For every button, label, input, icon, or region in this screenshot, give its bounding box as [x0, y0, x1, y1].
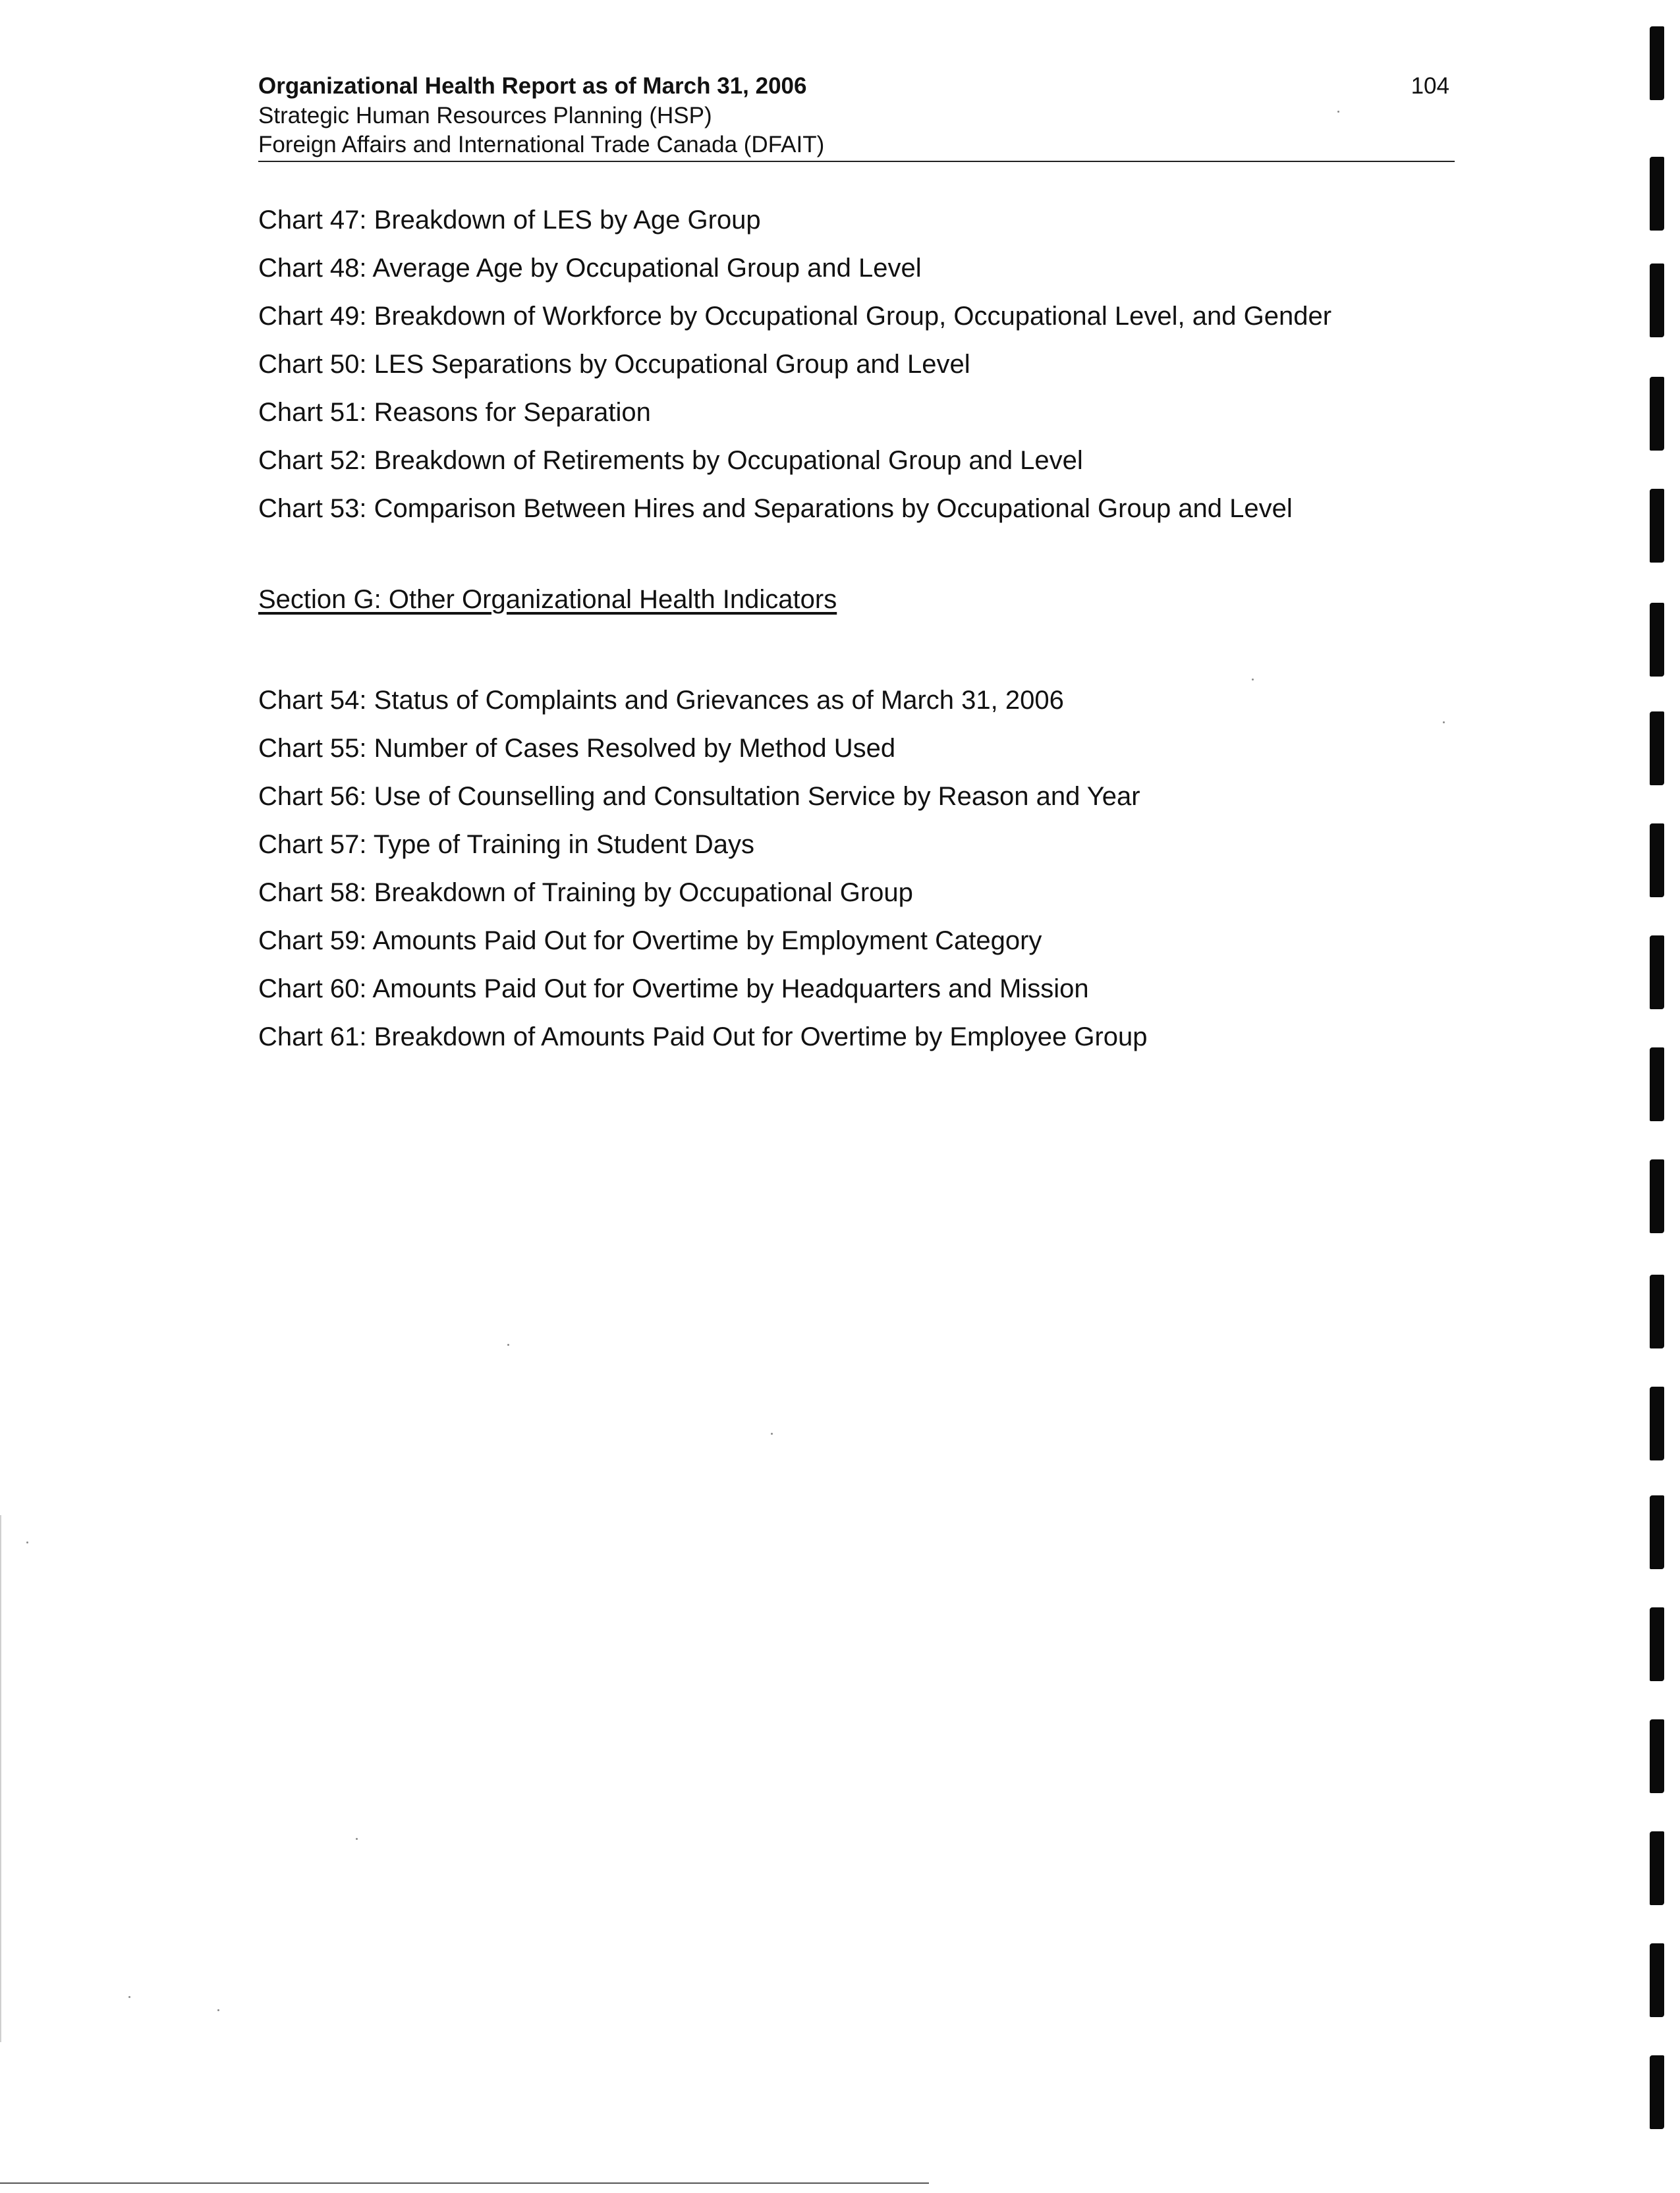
chart-list-item: Chart 59: Amounts Paid Out for Overtime by Employment Category: [258, 926, 1042, 955]
binding-mark: [1650, 1831, 1664, 1905]
binding-mark: [1650, 711, 1664, 785]
scan-speck: [128, 1996, 130, 1998]
chart-list-item: Chart 54: Status of Complaints and Grievances as of March 31, 2006: [258, 686, 1064, 715]
binding-mark: [1650, 489, 1664, 563]
binding-mark: [1650, 1047, 1664, 1121]
scan-speck: [356, 1838, 358, 1840]
binding-mark: [1650, 1943, 1664, 2017]
binding-mark: [1650, 1159, 1664, 1233]
scan-speck: [26, 1541, 28, 1543]
binding-mark: [1650, 157, 1664, 231]
page-header: [258, 71, 1455, 163]
binding-mark: [1650, 264, 1664, 337]
binding-mark: [1650, 1719, 1664, 1793]
chart-list-item: Chart 51: Reasons for Separation: [258, 398, 651, 427]
scan-speck: [1443, 721, 1445, 723]
binding-mark: [1650, 1275, 1664, 1348]
chart-list-item: Chart 49: Breakdown of Workforce by Occupational Group, Occupational Level, and Gender: [258, 302, 1332, 331]
report-subtitle-department: Foreign Affairs and International Trade Canada (DFAIT): [258, 132, 825, 157]
scan-speck: [507, 1344, 509, 1346]
scan-bottom-edge: [0, 2182, 929, 2184]
binding-mark: [1650, 1607, 1664, 1681]
binding-mark: [1650, 1387, 1664, 1460]
binding-mark: [1650, 2055, 1664, 2129]
chart-list-item: Chart 53: Comparison Between Hires and Separations by Occupational Group and Level: [258, 494, 1293, 523]
section-g-heading: Section G: Other Organizational Health Indicators: [258, 585, 837, 614]
chart-list-item: Chart 57: Type of Training in Student Days: [258, 830, 755, 859]
chart-list-item: Chart 48: Average Age by Occupational Group and Level: [258, 254, 922, 283]
chart-list-item: Chart 52: Breakdown of Retirements by Occupational Group and Level: [258, 446, 1083, 475]
binding-mark: [1650, 935, 1664, 1009]
scan-left-edge: [0, 1515, 1, 2042]
chart-list-item: Chart 56: Use of Counselling and Consultation Service by Reason and Year: [258, 782, 1140, 811]
scan-speck: [1337, 111, 1339, 113]
report-subtitle-division: Strategic Human Resources Planning (HSP): [258, 103, 712, 128]
binding-mark: [1650, 603, 1664, 677]
chart-list-item: Chart 47: Breakdown of LES by Age Group: [258, 206, 761, 235]
scan-speck: [1252, 679, 1254, 680]
page-number: 104: [1411, 73, 1449, 99]
binding-mark: [1650, 1495, 1664, 1569]
scan-speck: [217, 2009, 219, 2011]
binding-mark: [1650, 377, 1664, 451]
report-title: Organizational Health Report as of March 31, 2006: [258, 73, 807, 99]
header-divider: [258, 161, 1455, 162]
chart-list-item: Chart 50: LES Separations by Occupational Group and Level: [258, 350, 970, 379]
scan-speck: [771, 1433, 773, 1435]
binding-mark: [1650, 26, 1664, 100]
binding-punch-marks: [1634, 0, 1680, 2193]
chart-list-item: Chart 58: Breakdown of Training by Occupational Group: [258, 878, 913, 907]
binding-mark: [1650, 823, 1664, 897]
chart-list-item: Chart 60: Amounts Paid Out for Overtime by Headquarters and Mission: [258, 974, 1089, 1003]
chart-list-part-one: [258, 196, 1331, 533]
chart-list-item: Chart 61: Breakdown of Amounts Paid Out for Overtime by Employee Group: [258, 1022, 1148, 1051]
chart-list-item: Chart 55: Number of Cases Resolved by Method Used: [258, 734, 896, 763]
chart-list-part-two: [258, 677, 1148, 1061]
